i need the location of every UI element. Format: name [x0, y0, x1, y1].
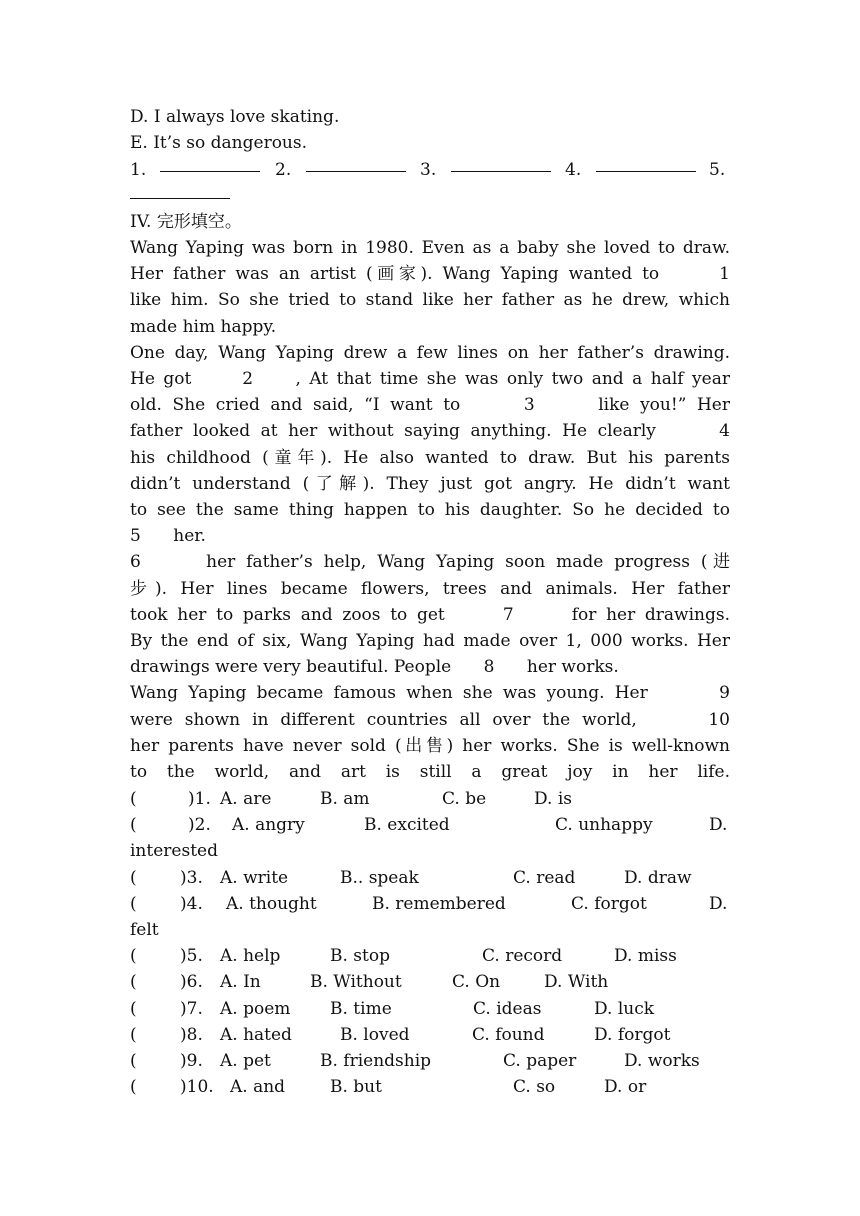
- option-a: A. thought: [226, 893, 317, 914]
- passage-line: like him. So she tried to stand like her father as he drew, which: [130, 290, 730, 311]
- question-row: [130, 943, 730, 969]
- passage-line: One day, Wang Yaping drew a few lines on her father’s drawing.: [130, 342, 730, 363]
- option-d: D. draw: [624, 867, 692, 888]
- answer-number-4: 4.: [565, 160, 582, 180]
- option-d: D. is: [534, 789, 572, 809]
- answer-paren[interactable]: (: [130, 789, 137, 809]
- option-c: C. ideas: [473, 998, 542, 1019]
- option-c: C. read: [513, 867, 576, 888]
- answer-paren[interactable]: (: [130, 972, 137, 993]
- option-a: A. poem: [220, 998, 291, 1019]
- passage-line: 6 her father’s help, Wang Yaping soon made progress (进: [130, 552, 730, 573]
- question-row: [130, 865, 730, 891]
- answer-paren[interactable]: (: [130, 815, 137, 836]
- question-number: )4.: [180, 893, 203, 914]
- question-number: )6.: [180, 972, 203, 993]
- question-wrap-line: interested: [130, 841, 218, 862]
- answer-blank-4[interactable]: [596, 157, 696, 180]
- passage-line: Wang Yaping was born in 1980. Even as a baby she loved to draw.: [130, 238, 730, 258]
- option-b: B. remembered: [372, 893, 506, 914]
- option-a: A. hated: [220, 1024, 292, 1045]
- answer-blank-1[interactable]: [160, 157, 260, 180]
- passage-line: 步). Her lines became flowers, trees and animals. Her father: [130, 578, 730, 599]
- answer-blank-5[interactable]: [130, 182, 230, 207]
- option-a: A. are: [220, 789, 272, 809]
- passage-line: his childhood (童年). He also wanted to draw. But his parents: [130, 447, 730, 468]
- passage-line: were shown in different countries all over the world, 10: [130, 709, 730, 730]
- option-a: A. pet: [220, 1051, 271, 1071]
- question-row: [130, 891, 730, 917]
- passage-line: drawings were very beautiful. People 8 her works.: [130, 657, 619, 678]
- passage-line: her parents have never sold (出售) her works. She is well-known: [130, 735, 730, 756]
- option-d: D. With: [544, 972, 609, 993]
- section-title: IV. 完形填空。: [130, 212, 242, 232]
- question-number: )10.: [180, 1077, 214, 1098]
- passage-line: Wang Yaping became famous when she was young. Her 9: [130, 683, 730, 704]
- question-row: [130, 996, 730, 1022]
- option-b: B. stop: [330, 946, 390, 967]
- passage-line: to the world, and art is still a great joy in her life.: [130, 762, 730, 782]
- passage-line: By the end of six, Wang Yaping had made over 1, 000 works. Her: [130, 631, 730, 651]
- question-row: [130, 786, 730, 812]
- answer-blank-3[interactable]: [451, 157, 551, 180]
- option-a: A. and: [230, 1077, 286, 1098]
- option-b: B.. speak: [340, 867, 419, 888]
- option-c: C. paper: [503, 1051, 577, 1071]
- answer-paren[interactable]: (: [130, 893, 137, 914]
- option-a: A. angry: [232, 815, 305, 836]
- option-a: A. In: [220, 972, 261, 993]
- answer-number-2: 2.: [275, 160, 292, 180]
- passage-line: He got 2 , At that time she was only two and a half year: [130, 369, 730, 389]
- question-row: [130, 812, 730, 838]
- question-number: )5.: [180, 946, 203, 967]
- question-row: [130, 1074, 730, 1100]
- option-c: C. so: [513, 1077, 556, 1098]
- answer-number-1: 1.: [130, 160, 147, 180]
- question-number: )8.: [180, 1024, 203, 1045]
- answer-paren[interactable]: (: [130, 946, 137, 967]
- option-c: C. record: [482, 946, 563, 967]
- option-c: C. forgot: [571, 893, 647, 914]
- option-d: D. I always love skating.: [130, 107, 340, 127]
- option-d: D. works: [624, 1051, 700, 1071]
- passage-line: to see the same thing happen to his daughter. So he decided to: [130, 500, 730, 520]
- option-d: D. or: [604, 1077, 647, 1098]
- option-b: B. loved: [340, 1024, 410, 1045]
- question-number: )7.: [180, 998, 203, 1019]
- passage-line: Her father was an artist (画家). Wang Yaping wanted to 1: [130, 264, 730, 285]
- passage-line: father looked at her without saying anything. He clearly 4: [130, 421, 730, 442]
- option-c: C. unhappy: [555, 815, 653, 836]
- passage-line: didn’t understand (了解). They just got angry. He didn’t want: [130, 473, 730, 494]
- answer-paren[interactable]: (: [130, 867, 137, 888]
- answer-paren[interactable]: (: [130, 1024, 137, 1045]
- answer-number-5: 5.: [709, 160, 726, 180]
- option-b: B. but: [330, 1077, 382, 1098]
- option-d: D. miss: [614, 946, 677, 967]
- question-row: [130, 969, 730, 995]
- option-b: B. excited: [364, 815, 450, 836]
- option-d: D. luck: [594, 998, 655, 1019]
- option-e: E. It’s so dangerous.: [130, 133, 308, 153]
- option-a: A. write: [220, 867, 289, 888]
- option-b: B. friendship: [320, 1051, 432, 1071]
- answer-paren[interactable]: (: [130, 1077, 137, 1098]
- question-row: [130, 1022, 730, 1048]
- answer-paren[interactable]: (: [130, 1051, 137, 1071]
- passage-line: 5 her.: [130, 526, 206, 547]
- option-b: B. Without: [310, 972, 402, 993]
- option-d: D. forgot: [594, 1024, 671, 1045]
- question-number: )3.: [180, 867, 203, 888]
- question-number: )1.: [188, 789, 211, 809]
- answer-number-3: 3.: [420, 160, 437, 180]
- option-b: B. am: [320, 789, 370, 809]
- answer-line: [130, 157, 730, 183]
- passage-line: took her to parks and zoos to get 7 for her drawings.: [130, 604, 730, 625]
- question-number: )9.: [180, 1051, 203, 1071]
- question-wrap-line: felt: [130, 920, 159, 940]
- question-number: )2.: [188, 815, 211, 836]
- answer-line-wrap: [130, 182, 730, 208]
- question-row: [130, 1048, 730, 1074]
- option-d: D.: [709, 815, 728, 836]
- option-c: C. be: [442, 789, 487, 809]
- passage-line: old. She cried and said, “I want to 3 like you!” Her: [130, 395, 730, 416]
- option-a: A. help: [220, 946, 281, 967]
- passage-line: made him happy.: [130, 316, 277, 337]
- option-c: C. On: [452, 972, 501, 993]
- answer-blank-2[interactable]: [306, 157, 406, 180]
- option-b: B. time: [330, 998, 392, 1019]
- option-c: C. found: [472, 1024, 545, 1045]
- answer-paren[interactable]: (: [130, 998, 137, 1019]
- option-d: D.: [709, 893, 728, 914]
